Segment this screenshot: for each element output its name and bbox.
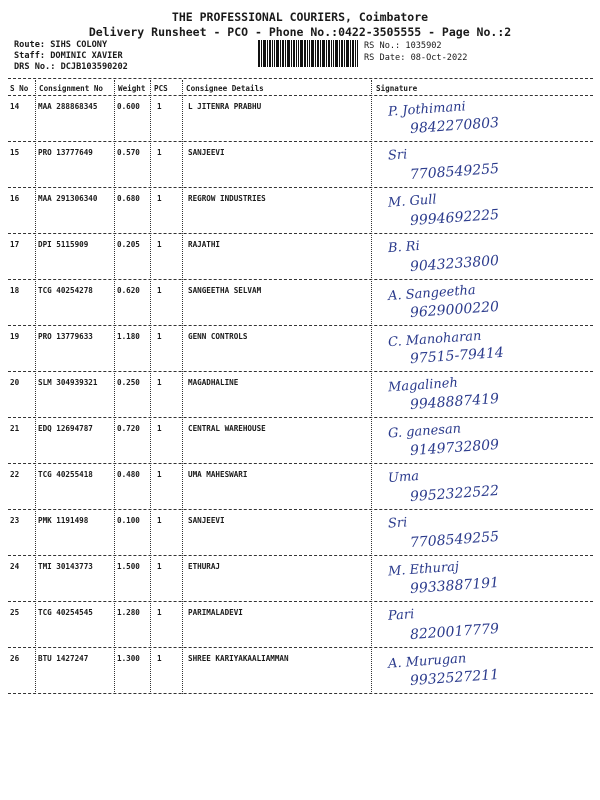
row-consignment-no: EDQ 12694787 [38, 424, 93, 433]
row-weight: 0.620 [117, 286, 140, 295]
row-consignment-no: TCG 40255418 [38, 470, 93, 479]
header-top-rule [8, 78, 593, 79]
row-pcs: 1 [157, 148, 162, 157]
row-consignment-no: MAA 291306340 [38, 194, 98, 203]
signature-phone: 9933887191 [409, 574, 500, 598]
row-consignee: SANJEEVI [188, 148, 225, 157]
row-weight: 1.500 [117, 562, 140, 571]
row-pcs: 1 [157, 654, 162, 663]
row-consignee: UMA MAHESWARI [188, 470, 248, 479]
runsheet-subtitle: Delivery Runsheet - PCO - Phone No.:0422-3505555 - Page No.:2 [88, 25, 512, 39]
row-consignment-no: PMK 1191498 [38, 516, 89, 525]
row-divider [8, 647, 593, 648]
row-sno: 21 [10, 424, 20, 433]
runsheet-title: THE PROFESSIONAL COURIERS, Coimbatore [171, 10, 429, 24]
row-divider [8, 509, 593, 510]
col-header-weight: Weight [118, 84, 146, 93]
row-pcs: 1 [157, 562, 162, 571]
row-pcs: 1 [157, 102, 162, 111]
row-weight: 0.570 [117, 148, 140, 157]
row-consignment-no: TCG 40254278 [38, 286, 93, 295]
row-weight: 0.600 [117, 102, 140, 111]
row-pcs: 1 [157, 608, 162, 617]
row-consignee: ETHURAJ [188, 562, 221, 571]
signature-name: A. Sangeetha [387, 282, 477, 305]
row-sno: 20 [10, 378, 20, 387]
signature-phone: 9629000220 [409, 298, 500, 322]
col-header-consignee: Consignee Details [186, 84, 264, 93]
row-sno: 23 [10, 516, 20, 525]
row-weight: 0.680 [117, 194, 140, 203]
row-consignment-no: SLM 304939321 [38, 378, 98, 387]
col-header-consignment: Consignment No [39, 84, 104, 93]
signature-phone: 7708549255 [409, 160, 500, 184]
row-consignment-no: BTU 1427247 [38, 654, 89, 663]
signature-name: G. ganesan [387, 421, 462, 442]
row-sno: 26 [10, 654, 20, 663]
row-weight: 0.205 [117, 240, 140, 249]
row-weight: 0.480 [117, 470, 140, 479]
signature-phone: 9948887419 [409, 390, 500, 414]
row-divider [8, 693, 593, 694]
row-pcs: 1 [157, 424, 162, 433]
row-consignee: SANJEEVI [188, 516, 225, 525]
row-pcs: 1 [157, 470, 162, 479]
row-weight: 0.250 [117, 378, 140, 387]
row-sno: 22 [10, 470, 20, 479]
drs-number: DRS No.: DCJB103590202 [14, 62, 128, 72]
rs-number: RS No.: 1035902 [364, 41, 442, 51]
signature-phone: 9994692225 [409, 206, 500, 230]
signature-phone: 9043233800 [409, 252, 500, 276]
row-weight: 1.280 [117, 608, 140, 617]
row-pcs: 1 [157, 332, 162, 341]
row-pcs: 1 [157, 378, 162, 387]
signature-name: M. Gull [387, 192, 438, 211]
row-consignment-no: TMI 30143773 [38, 562, 93, 571]
row-divider [8, 371, 593, 372]
rs-date: RS Date: 08-Oct-2022 [364, 53, 468, 63]
row-weight: 0.100 [117, 516, 140, 525]
barcode-image [258, 40, 358, 67]
row-sno: 24 [10, 562, 20, 571]
signature-name: C. Manoharan [387, 328, 482, 351]
row-divider [8, 233, 593, 234]
row-divider [8, 279, 593, 280]
row-divider [8, 141, 593, 142]
row-sno: 15 [10, 148, 20, 157]
row-consignment-no: PRO 13779633 [38, 332, 93, 341]
signature-name: Magalineh [387, 375, 459, 396]
row-consignee: SANGEETHA SELVAM [188, 286, 262, 295]
signature-name: Sri [387, 515, 408, 532]
row-weight: 0.720 [117, 424, 140, 433]
col-header-sno: S No [10, 84, 29, 93]
row-consignment-no: TCG 40254545 [38, 608, 93, 617]
row-pcs: 1 [157, 286, 162, 295]
row-divider [8, 325, 593, 326]
signature-name: A. Murugan [387, 651, 467, 672]
row-sno: 19 [10, 332, 20, 341]
row-sno: 17 [10, 240, 20, 249]
staff-label: Staff: DOMINIC XAVIER [14, 51, 123, 61]
row-pcs: 1 [157, 516, 162, 525]
col-header-pcs: PCS [154, 84, 168, 93]
row-consignee: L JITENRA PRABHU [188, 102, 262, 111]
row-consignee: GENN CONTROLS [188, 332, 248, 341]
signature-phone: 9842270803 [409, 114, 500, 138]
signature-phone: 97515-79414 [409, 344, 505, 368]
row-consignment-no: PRO 13777649 [38, 148, 93, 157]
signature-name: Sri [387, 147, 408, 164]
row-consignee: PARIMALADEVI [188, 608, 243, 617]
row-weight: 1.300 [117, 654, 140, 663]
signature-phone: 9932527211 [409, 666, 500, 690]
row-consignment-no: MAA 288868345 [38, 102, 98, 111]
row-pcs: 1 [157, 240, 162, 249]
route-label: Route: SIHS COLONY [14, 40, 108, 50]
row-sno: 18 [10, 286, 20, 295]
signature-phone: 7708549255 [409, 528, 500, 552]
row-consignee: REGROW INDUSTRIES [188, 194, 266, 203]
row-consignee: MAGADHALINE [188, 378, 239, 387]
row-divider [8, 555, 593, 556]
row-sno: 16 [10, 194, 20, 203]
row-weight: 1.180 [117, 332, 140, 341]
row-consignee: CENTRAL WAREHOUSE [188, 424, 266, 433]
row-divider [8, 187, 593, 188]
signature-name: M. Ethuraj [387, 559, 460, 580]
row-divider [8, 463, 593, 464]
row-sno: 25 [10, 608, 20, 617]
row-sno: 14 [10, 102, 20, 111]
row-consignee: RAJATHI [188, 240, 221, 249]
row-pcs: 1 [157, 194, 162, 203]
signature-phone: 8220017779 [409, 620, 500, 644]
signature-phone: 9952322522 [409, 482, 500, 506]
row-consignment-no: DPI 5115909 [38, 240, 89, 249]
row-divider [8, 601, 593, 602]
signature-name: Uma [387, 468, 420, 487]
signature-name: P. Jothimani [387, 99, 467, 120]
header-bottom-rule [8, 95, 593, 96]
row-divider [8, 417, 593, 418]
row-consignee: SHREE KARIYAKAALIAMMAN [188, 654, 289, 663]
signature-name: B. Ri [387, 238, 421, 257]
col-header-signature: Signature [376, 84, 418, 93]
signature-name: Pari [387, 607, 415, 624]
signature-phone: 9149732809 [409, 436, 500, 460]
